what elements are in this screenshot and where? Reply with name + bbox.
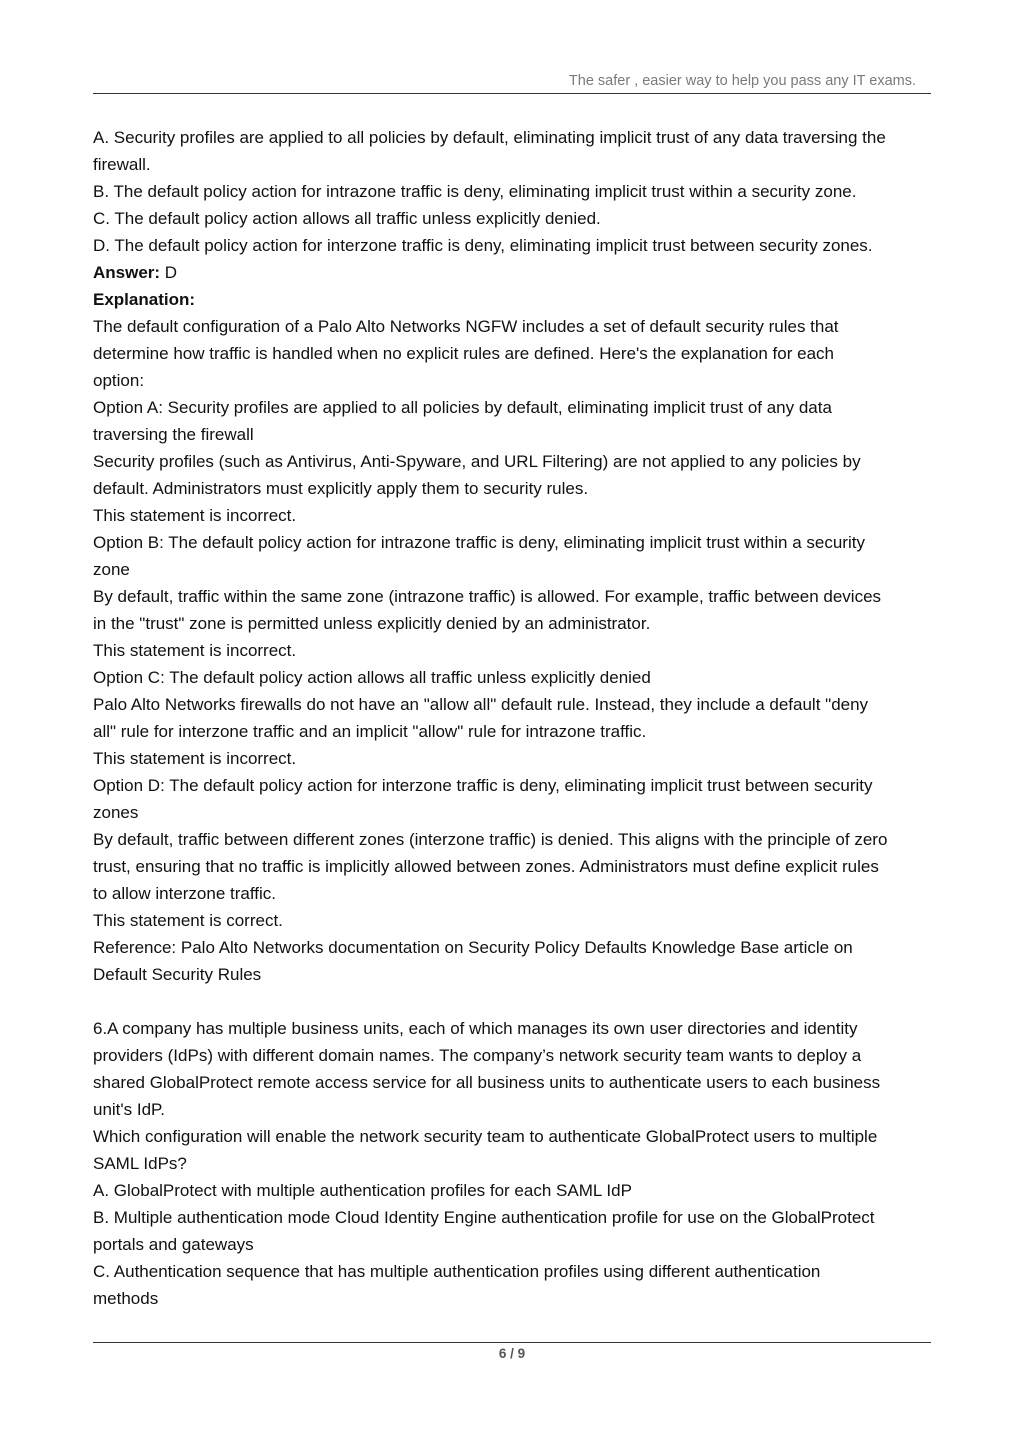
explanation-line: By default, traffic within the same zone (intrazone traffic) is allowed. For example, traffic between devices	[93, 587, 882, 606]
question-6-line: SAML IdPs?	[93, 1154, 187, 1173]
explanation-line: This statement is correct.	[93, 911, 283, 930]
explanation-line: zones	[93, 803, 139, 822]
header-divider	[93, 93, 931, 94]
explanation-line: Option A: Security profiles are applied to all policies by default, eliminating implicit trust of any data	[93, 398, 832, 417]
explanation-line: Security profiles (such as Antivirus, Anti-Spyware, and URL Filtering) are not applied to any policies by	[93, 452, 861, 471]
question-6-line: shared GlobalProtect remote access service for all business units to authenticate users to each business	[93, 1073, 881, 1092]
question-6-option-b-line-2: portals and gateways	[93, 1235, 254, 1254]
explanation-line: in the "trust" zone is permitted unless explicitly denied by an administrator.	[93, 614, 651, 633]
explanation-line: Option C: The default policy action allows all traffic unless explicitly denied	[93, 668, 651, 687]
explanation-line: Palo Alto Networks firewalls do not have an "allow all" default rule. Instead, they include a default "deny	[93, 695, 869, 714]
explanation-line: By default, traffic between different zones (interzone traffic) is denied. This aligns with the principle of zero	[93, 830, 888, 849]
answer-label: Answer:	[93, 263, 161, 282]
explanation-line: Reference: Palo Alto Networks documentation on Security Policy Defaults Knowledge Base article on	[93, 938, 853, 957]
explanation-line: trust, ensuring that no traffic is implicitly allowed between zones. Administrators must define explicit rules	[93, 857, 879, 876]
explanation-line: to allow interzone traffic.	[93, 884, 276, 903]
explanation-line: Option D: The default policy action for interzone traffic is deny, eliminating implicit trust between security	[93, 776, 873, 795]
explanation-line: Default Security Rules	[93, 965, 262, 984]
explanation-line: Option B: The default policy action for intrazone traffic is deny, eliminating implicit trust within a security	[93, 533, 865, 552]
explanation-line: This statement is incorrect.	[93, 641, 297, 660]
explanation-line: default. Administrators must explicitly apply them to security rules.	[93, 479, 589, 498]
explanation-line: traversing the firewall	[93, 425, 254, 444]
explanation-line: This statement is incorrect.	[93, 506, 297, 525]
question-6-line: Which configuration will enable the network security team to authenticate GlobalProtect users to multiple	[93, 1127, 878, 1146]
option-a-line-1: A. Security profiles are applied to all policies by default, eliminating implicit trust of any data traversing the	[93, 128, 886, 147]
answer-value: D	[160, 263, 178, 282]
page-number: 6 / 9	[498, 1346, 526, 1361]
explanation-line: all" rule for interzone traffic and an implicit "allow" rule for intrazone traffic.	[93, 722, 647, 741]
question-6-option-c-line-2: methods	[93, 1289, 159, 1308]
option-c: C. The default policy action allows all traffic unless explicitly denied.	[93, 209, 601, 228]
explanation-line: zone	[93, 560, 130, 579]
option-d: D. The default policy action for interzone traffic is deny, eliminating implicit trust between security zones.	[93, 236, 873, 255]
question-6-line: unit's IdP.	[93, 1100, 165, 1119]
question-6-line: providers (IdPs) with different domain names. The company’s network security team wants to deploy a	[93, 1046, 862, 1065]
question-6-line: 6.A company has multiple business units, each of which manages its own user directories and identity	[93, 1019, 858, 1038]
answer-line	[93, 259, 938, 286]
question-6-option-c-line-1: C. Authentication sequence that has multiple authentication profiles using different authentication	[93, 1262, 821, 1281]
header-tagline: The safer , easier way to help you pass any IT exams.	[568, 73, 916, 89]
question-6-option-a: A. GlobalProtect with multiple authentication profiles for each SAML IdP	[93, 1181, 632, 1200]
option-a-line-2: firewall.	[93, 155, 151, 174]
explanation-line: option:	[93, 371, 145, 390]
explanation-line: This statement is incorrect.	[93, 749, 297, 768]
page-content	[93, 124, 938, 1312]
explanation-line: The default configuration of a Palo Alto Networks NGFW includes a set of default security rules that	[93, 317, 839, 336]
option-b: B. The default policy action for intrazone traffic is deny, eliminating implicit trust within a security zone.	[93, 182, 857, 201]
question-6-option-b-line-1: B. Multiple authentication mode Cloud Identity Engine authentication profile for use on the GlobalProtect	[93, 1208, 875, 1227]
explanation-heading: Explanation:	[93, 290, 196, 309]
footer-divider	[93, 1342, 931, 1343]
paragraph-spacer	[93, 988, 938, 1015]
explanation-line: determine how traffic is handled when no explicit rules are defined. Here's the explanation for each	[93, 344, 834, 363]
